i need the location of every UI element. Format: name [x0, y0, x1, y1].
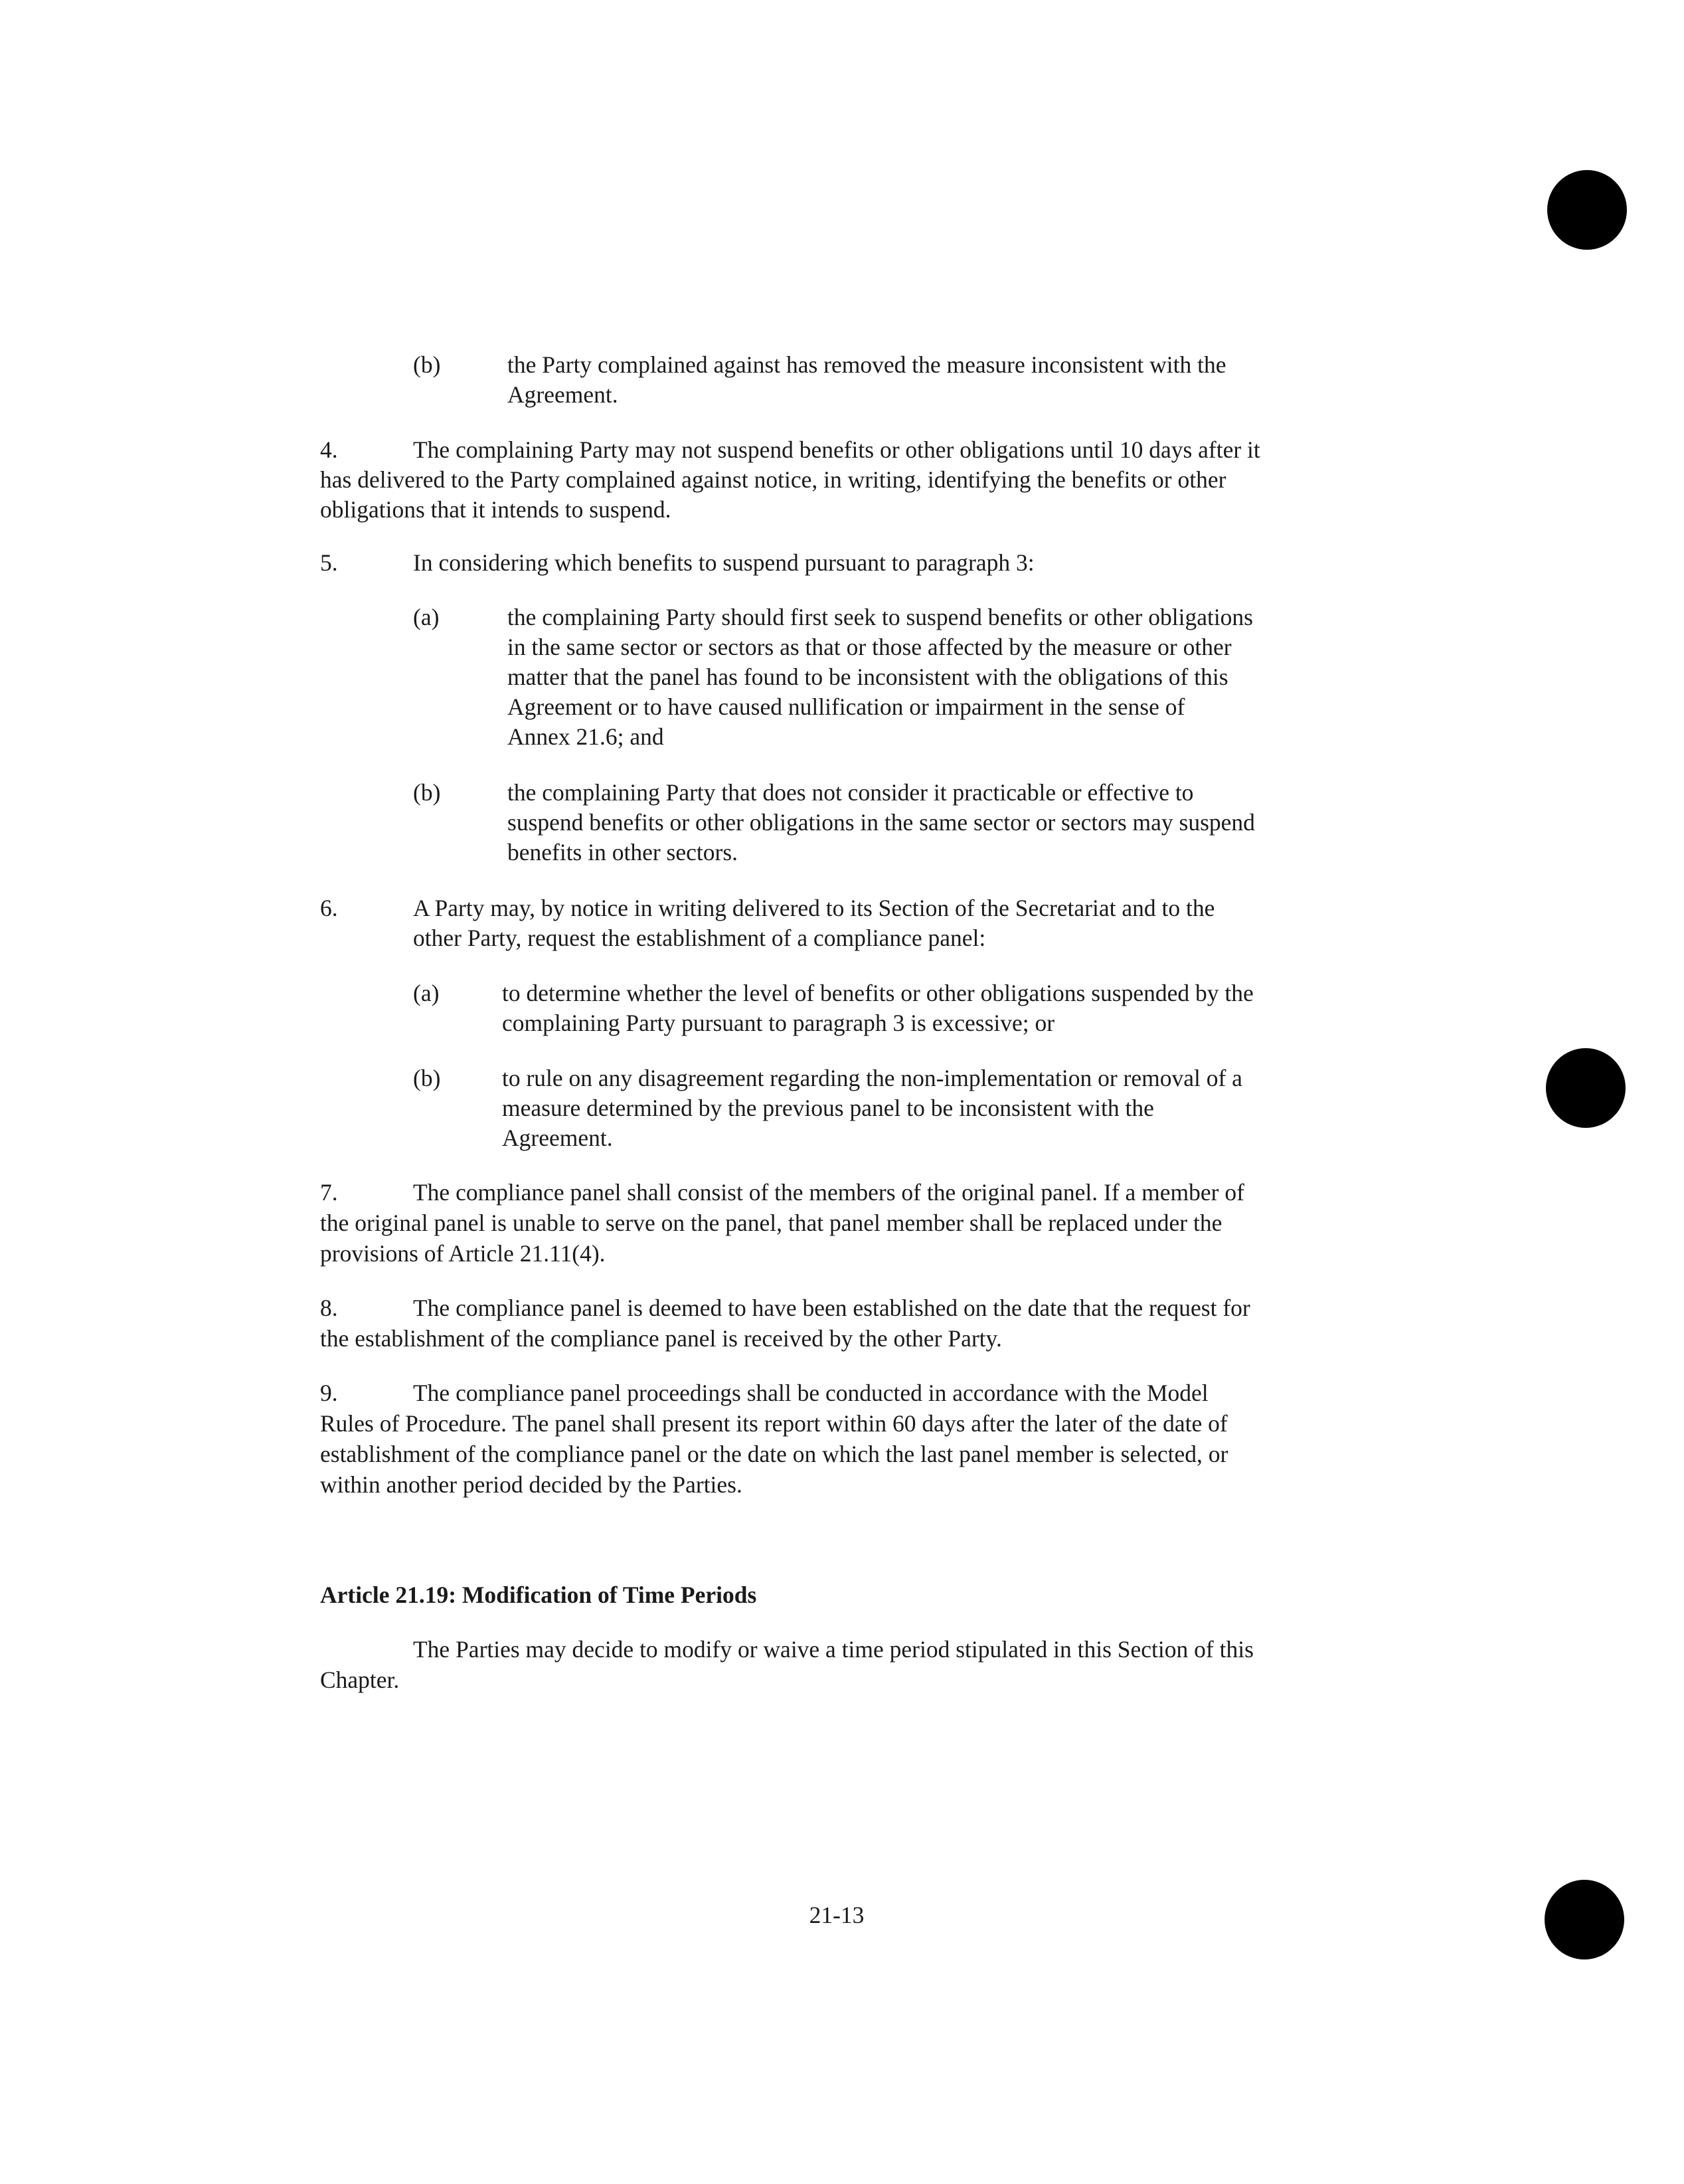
- para5-number: 5.: [320, 549, 338, 576]
- para9-line: [0, 1469, 1684, 1500]
- para5-item-a-text: in the same sector or sectors as that or those affected by the measure or other: [507, 634, 1232, 660]
- para8-text: the establishment of the compliance panel is received by the other Party.: [320, 1325, 1002, 1352]
- para5-item-a-line: [0, 721, 1684, 752]
- article-body-text: Chapter.: [320, 1667, 400, 1693]
- para8-number: 8.: [320, 1295, 338, 1321]
- para5-item-b-label: (b): [413, 779, 441, 806]
- para8-line: [0, 1323, 1684, 1354]
- para8-line: [0, 1293, 1684, 1323]
- para7-text: the original panel is unable to serve on the panel, that panel member shall be replaced under the: [320, 1210, 1222, 1236]
- para5-item-b-line: [0, 807, 1684, 838]
- punch-hole-top: [1547, 170, 1627, 250]
- para4-line: [0, 434, 1684, 465]
- para9-text: The compliance panel proceedings shall be conducted in accordance with the Model: [413, 1380, 1209, 1406]
- para6-item-a-line: [0, 1008, 1684, 1038]
- para5-item-a-line: [0, 632, 1684, 662]
- para5-item-a-label: (a): [413, 604, 440, 630]
- para6-item-a-line: [0, 978, 1684, 1008]
- para4-text: The complaining Party may not suspend benefits or other obligations until 10 days after it: [413, 436, 1260, 463]
- article-heading: Article 21.19: Modification of Time Periods: [320, 1582, 757, 1608]
- para8-text: The compliance panel is deemed to have been established on the date that the request for: [413, 1295, 1250, 1321]
- para6-item-b-text: to rule on any disagreement regarding the non-implementation or removal of a: [502, 1065, 1242, 1091]
- para3-item-b-line: [0, 349, 1684, 380]
- para5-item-a-text: Agreement or to have caused nullification or impairment in the sense of: [507, 693, 1185, 720]
- para5-item-b-line: [0, 837, 1684, 867]
- para5-item-b-text: benefits in other sectors.: [507, 839, 738, 865]
- para5-item-a-line: [0, 691, 1684, 722]
- para6-item-b-text: Agreement.: [502, 1125, 613, 1151]
- para5-item-a-line: [0, 602, 1684, 632]
- para6-item-b-line: [0, 1063, 1684, 1093]
- para6-item-a-label: (a): [413, 980, 440, 1006]
- para4-text: has delivered to the Party complained against notice, in writing, identifying the benefits or other: [320, 466, 1226, 493]
- para3-item-b-text: the Party complained against has removed the measure inconsistent with the: [507, 351, 1226, 378]
- para6-item-a-text: to determine whether the level of benefits or other obligations suspended by the: [502, 980, 1254, 1006]
- para4-number: 4.: [320, 436, 338, 463]
- para5-item-a-text: matter that the panel has found to be inconsistent with the obligations of this: [507, 664, 1228, 690]
- para6-text: other Party, request the establishment of a compliance panel:: [413, 925, 986, 951]
- para7-text: provisions of Article 21.11(4).: [320, 1240, 606, 1267]
- page-number: 21-13: [809, 1902, 865, 1928]
- para9-line: [0, 1378, 1684, 1408]
- para6-item-b-line: [0, 1123, 1684, 1153]
- para3-item-b-text: Agreement.: [507, 381, 618, 408]
- para7-number: 7.: [320, 1179, 338, 1206]
- para5-item-a-line: [0, 662, 1684, 692]
- para5-item-a-text: the complaining Party should first seek to suspend benefits or other obligations: [507, 604, 1253, 630]
- para5-line: [0, 547, 1684, 578]
- para6-item-b-text: measure determined by the previous panel to be inconsistent with the: [502, 1095, 1154, 1121]
- para9-line: [0, 1439, 1684, 1469]
- article-body-line: [0, 1634, 1684, 1665]
- para6-text: A Party may, by notice in writing delivered to its Section of the Secretariat and to the: [413, 895, 1215, 921]
- para7-text: The compliance panel shall consist of the members of the original panel. If a member of: [413, 1179, 1244, 1206]
- para6-item-a-text: complaining Party pursuant to paragraph 3 is excessive; or: [502, 1010, 1055, 1036]
- para9-text: establishment of the compliance panel or the date on which the last panel member is selected, or: [320, 1441, 1228, 1467]
- para4-line: [0, 494, 1684, 525]
- para9-line: [0, 1408, 1684, 1439]
- para3-item-b-label: (b): [413, 351, 441, 378]
- para6-item-b-label: (b): [413, 1065, 441, 1091]
- para9-text: within another period decided by the Parties.: [320, 1471, 742, 1498]
- para7-line: [0, 1208, 1684, 1238]
- para5-item-a-text: Annex 21.6; and: [507, 723, 664, 750]
- para6-item-b-line: [0, 1093, 1684, 1123]
- article-body-line: [0, 1665, 1684, 1695]
- para5-item-b-text: the complaining Party that does not consider it practicable or effective to: [507, 779, 1194, 806]
- para5-item-b-text: suspend benefits or other obligations in the same sector or sectors may suspend: [507, 809, 1255, 836]
- para6-line: [0, 893, 1684, 923]
- para3-item-b-line: [0, 379, 1684, 410]
- para9-number: 9.: [320, 1380, 338, 1406]
- para5-intro: In considering which benefits to suspend pursuant to paragraph 3:: [413, 549, 1035, 576]
- para4-line: [0, 464, 1684, 495]
- punch-hole-bottom: [1545, 1880, 1624, 1959]
- para6-number: 6.: [320, 895, 338, 921]
- article-heading-line: [0, 1580, 1684, 1610]
- article-body-text: The Parties may decide to modify or waive a time period stipulated in this Section of this: [413, 1636, 1254, 1663]
- para7-line: [0, 1177, 1684, 1208]
- para9-text: Rules of Procedure. The panel shall present its report within 60 days after the later of the date of: [320, 1410, 1228, 1437]
- para7-line: [0, 1238, 1684, 1269]
- para4-text: obligations that it intends to suspend.: [320, 496, 671, 523]
- para6-line: [0, 923, 1684, 953]
- para5-item-b-line: [0, 777, 1684, 808]
